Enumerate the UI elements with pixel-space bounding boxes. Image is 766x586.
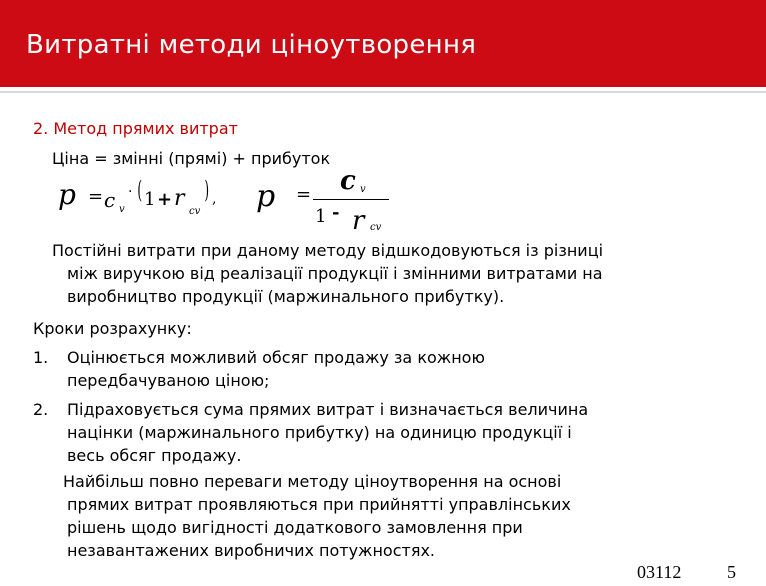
formula1-c-sub: v — [119, 204, 125, 215]
conclusion-line-2: прямих витрат проявляються при прийнятті управлінських — [67, 495, 571, 514]
formula1-r-sub: cv — [189, 206, 201, 217]
step-2-line-2: націнки (маржинального прибутку) на одиницю продукції і — [67, 423, 572, 442]
step-2-line-3: весь обсяг продажу. — [67, 446, 242, 465]
conclusion-line-1: Найбільш повно переваги методу ціноутворення на основі — [63, 472, 562, 491]
formula1-comma: , — [212, 191, 217, 207]
formula1-c: c — [104, 188, 116, 212]
formula2-equals: = — [296, 184, 312, 205]
section-heading: 2. Метод прямих витрат — [33, 119, 238, 138]
steps-heading: Кроки розрахунку: — [33, 319, 192, 338]
formula1-lhs: p — [58, 178, 76, 211]
step-1-line-1: Оцінюється можливий обсяг продажу за кожною — [67, 348, 485, 367]
formula1-dot: · — [128, 184, 133, 200]
price-definition: Ціна = змінні (прямі) + прибуток — [52, 149, 331, 168]
fixed-costs-line-1: Постійні витрати при даному методу відшкодовуються із різниці — [52, 241, 604, 260]
formula2-den-minus: - — [332, 202, 340, 223]
step-2-line-1: Підраховується сума прямих витрат і визначається величина — [67, 400, 589, 419]
step-1-line-2: передбачуваною ціною; — [67, 371, 270, 390]
slide-title: Витратні методи ціноутворення — [26, 30, 477, 60]
fraction-bar — [313, 199, 389, 200]
formula1-equals: = — [88, 186, 104, 207]
page-number: 5 — [727, 562, 736, 582]
formula1-r: r — [174, 186, 185, 211]
step-number: 1. — [33, 348, 49, 367]
conclusion-line-3: рішень щодо вигідності додаткового замовлення при — [67, 518, 523, 537]
formula2-den-r: r — [352, 206, 365, 236]
formula2-lhs: p — [256, 179, 276, 214]
formula1-rparen: ) — [204, 176, 210, 204]
fixed-costs-line-2: між виручкою від реалізації продукції і змінними витратами на — [67, 264, 603, 283]
formula2-numerator-sub: v — [360, 184, 366, 195]
formula1-plus: + — [157, 189, 173, 210]
conclusion-line-4: незавантажених виробничих потужностях. — [67, 541, 436, 560]
step-number: 2. — [33, 400, 49, 419]
fixed-costs-line-3: виробництво продукції (маржинального прибутку). — [67, 287, 505, 306]
formula1-lparen: ( — [137, 176, 143, 204]
formula1-one: 1 — [144, 189, 156, 210]
formula2-numerator: c — [340, 166, 356, 196]
formula2-den-one: 1 — [315, 206, 327, 227]
footer-code: 03112 — [637, 562, 682, 582]
formula2-den-sub: cv — [370, 222, 382, 233]
